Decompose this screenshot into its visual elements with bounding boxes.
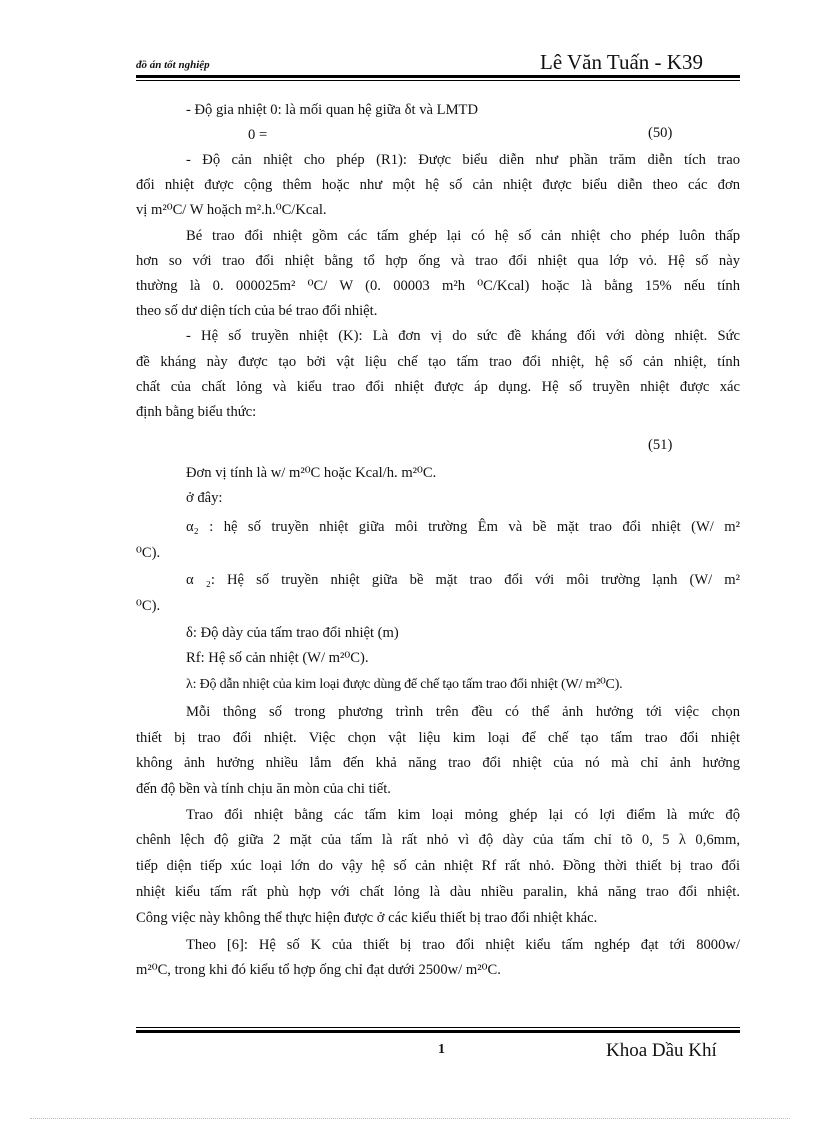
text-line: Công việc này không thể thực hiện được ở các kiểu thiết bị trao đổi nhiệt khác. (136, 910, 598, 926)
text-line: - Hệ số truyền nhiệt (K): Là đơn vị do sức đề kháng đối với dòng nhiệt. Sức (186, 328, 740, 344)
equation-number-50: (50) (648, 125, 673, 141)
text-line: ⁰C). (136, 598, 161, 614)
text-line: - Độ gia nhiệt 0: là mối quan hệ giữa δt và LMTD (186, 102, 479, 118)
formula-50: 0 = (248, 127, 268, 143)
footer-rule-thin (136, 1027, 740, 1028)
text-line: δ: Độ dày của tấm trao đổi nhiệt (m) (186, 625, 399, 641)
header-author: Lê Văn Tuấn - K39 (540, 50, 703, 74)
page-bottom-border (30, 1118, 790, 1119)
text-line: nhiệt kiểu tấm rất phù hợp với chất lỏng là dàu nhiều paralin, khả năng trao đổi nhiệt. (136, 884, 740, 900)
text-line: đổi nhiệt được cộng thêm hoặc như một hệ số cản nhiệt được biểu diễn theo các đơn (136, 177, 740, 193)
text-line: Theo [6]: Hệ số K của thiết bị trao đổi nhiệt kiểu tấm nghép đạt tới 8000w/ (186, 937, 740, 953)
text-line: Rf: Hệ số cản nhiệt (W/ m²⁰C). (186, 650, 369, 666)
text-line: theo số dư diện tích của bé trao đổi nhiệt. (136, 303, 378, 319)
equation-number-51: (51) (648, 437, 673, 453)
footer-rule-thick (136, 1030, 740, 1033)
text-line: Đơn vị tính là w/ m²⁰C hoặc Kcal/h. m²⁰C. (186, 465, 437, 481)
text-line: m²⁰C, trong khi đó kiểu tổ hợp ống chỉ đạt dưới 2500w/ m²⁰C. (136, 962, 501, 978)
text-line: không ảnh hưởng nhiều lắm đến khả năng trao đổi nhiệt của nó mà chỉ ảnh hưởng (136, 755, 740, 771)
text-line: Trao đổi nhiệt bằng các tấm kim loại mỏng ghép lại có lợi điểm là mức độ (186, 807, 740, 823)
text-line: - Độ cản nhiệt cho phép (R1): Được biểu diễn như phần trăm diễn tích trao (186, 152, 740, 168)
page-number: 1 (438, 1042, 445, 1057)
text-line: đề kháng này được tạo bởi vật liệu chế tạo tấm trao đổi nhiệt, hệ số cản nhiệt, tính (136, 354, 740, 370)
text-line: chênh lệch độ giữa 2 mặt của tấm là rất nhỏ vì độ dày của tấm chỉ tõ 0, 5 λ 0,6mm, (136, 832, 740, 848)
footer-department: Khoa Dầu Khí (606, 1040, 717, 1061)
header-rule-thick (136, 75, 740, 78)
text-line: chất của chất lỏng và kiểu trao đổi nhiệt được áp dụng. Hệ số truyền nhiệt được xác (136, 379, 740, 395)
text-line: α₂ : hệ số truyền nhiệt giữa môi trường Êm và bề mặt trao đổi nhiệt (W/ m² (186, 519, 740, 535)
text-line: ở đây: (186, 490, 223, 506)
text-line: Bé trao đổi nhiệt gồm các tấm ghép lại có hệ số cản nhiệt cho phép luôn thấp (186, 228, 740, 244)
text-line: đến độ bền và tính chịu ăn mòn của chi tiết. (136, 781, 391, 797)
text-line: vị m²⁰C/ W hoặch m².h.⁰C/Kcal. (136, 202, 327, 218)
text-line: ⁰C). (136, 545, 161, 561)
header-rule-thin (136, 80, 740, 81)
text-line: Mỗi thông số trong phương trình trên đều có thể ảnh hưởng tới việc chọn (186, 704, 740, 720)
text-line: λ: Độ dẫn nhiệt của kim loại được dùng để chế tạo tấm trao đổi nhiệt (W/ m²⁰C). (186, 677, 623, 692)
header-left-title: đồ án tốt nghiệp (136, 59, 210, 71)
text-line: tiếp diện tiếp xúc loại lớn do vậy hệ số cản nhiệt Rf rất nhỏ. Đồng thời thiết bị trao đổi (136, 858, 740, 874)
text-line: thường là 0. 000025m² ⁰C/ W (0. 00003 m²h ⁰C/Kcal) hoặc là bằng 15% nếu tính (136, 278, 740, 294)
text-line: thiết bị trao đổi nhiệt. Việc chọn vật liệu kim loại để chế tạo tấm trao đổi nhiệt (136, 730, 740, 746)
text-line: hơn so với trao đổi nhiệt bằng tổ hợp ống và trao đổi nhiệt qua lớp vỏ. Hệ số này (136, 253, 740, 269)
text-line: α ₂: Hệ số truyền nhiệt giữa bề mặt trao đổi với môi trường lạnh (W/ m² (186, 572, 740, 588)
text-line: định bằng biểu thức: (136, 404, 257, 420)
